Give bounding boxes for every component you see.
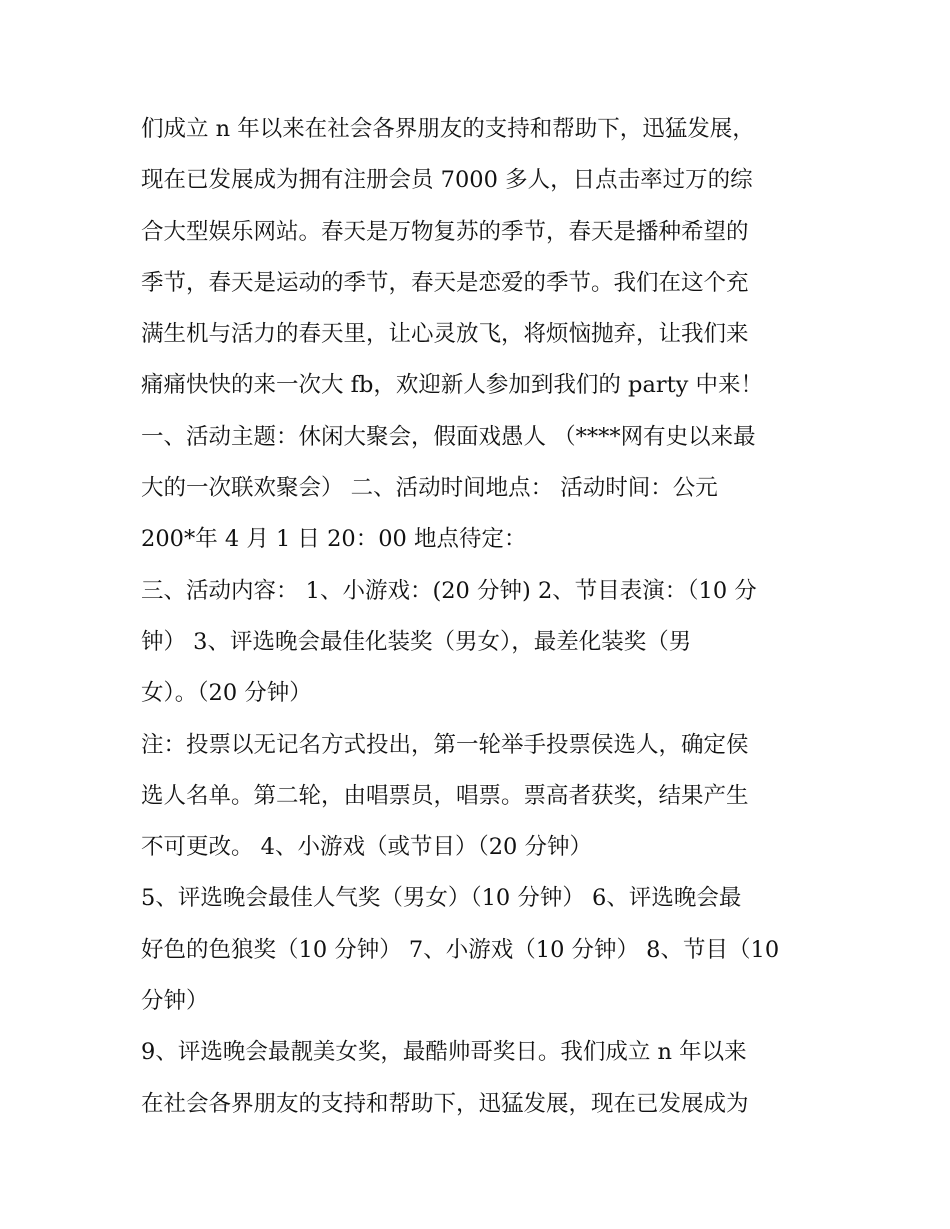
- text-line: 不可更改。 4、小游戏（或节目）（20 分钟）: [141, 834, 593, 861]
- text-line: 钟） 3、评选晚会最佳化装奖（男女），最差化装奖（男: [141, 628, 692, 655]
- text-line: 好色的色狼奖（10 分钟） 7、小游戏（10 分钟） 8、节目（10: [141, 936, 780, 963]
- text-line: 三、活动内容： 1、小游戏：(20 分钟) 2、节目表演：（10 分: [141, 577, 757, 604]
- text-line: 季节，春天是运动的季节，春天是恋爱的季节。我们在这个充: [141, 269, 749, 296]
- text-line: 5、评选晚会最佳人气奖（男女）（10 分钟） 6、评选晚会最: [141, 885, 742, 912]
- text-line: 满生机与活力的春天里，让心灵放飞，将烦恼抛弃，让我们来: [141, 321, 749, 348]
- text-line: 9、评选晚会最靓美女奖，最酷帅哥奖日。我们成立 n 年以来: [141, 1039, 747, 1066]
- text-line: 分钟）: [141, 988, 209, 1015]
- text-line: 选人名单。第二轮，由唱票员，唱票。票高者获奖，结果产生: [141, 782, 749, 809]
- text-line: 在社会各界朋友的支持和帮助下，迅猛发展，现在已发展成为: [141, 1090, 749, 1117]
- text-line: 注：投票以无记名方式投出，第一轮举手投票侯选人，确定侯: [141, 731, 749, 758]
- text-line: 痛痛快快的来一次大 fb，欢迎新人参加到我们的 party 中来！: [141, 372, 764, 399]
- text-line: 大的一次联欢聚会） 二、活动时间地点： 活动时间：公元: [141, 475, 718, 502]
- text-line: 女）。（20 分钟）: [141, 680, 312, 707]
- text-line: 一、活动主题：休闲大聚会，假面戏愚人 （****网有史以来最: [141, 423, 756, 450]
- text-line: 200*年 4 月 1 日 20：00 地点待定：: [141, 526, 527, 553]
- text-line: 们成立 n 年以来在社会各界朋友的支持和帮助下，迅猛发展，: [141, 116, 755, 142]
- body-text: [141, 104, 821, 1130]
- text-line: 合大型娱乐网站。春天是万物复苏的季节，春天是播种希望的: [141, 218, 749, 245]
- text-line: 现在已发展成为拥有注册会员 7000 多人，日点击率过万的综: [141, 167, 753, 194]
